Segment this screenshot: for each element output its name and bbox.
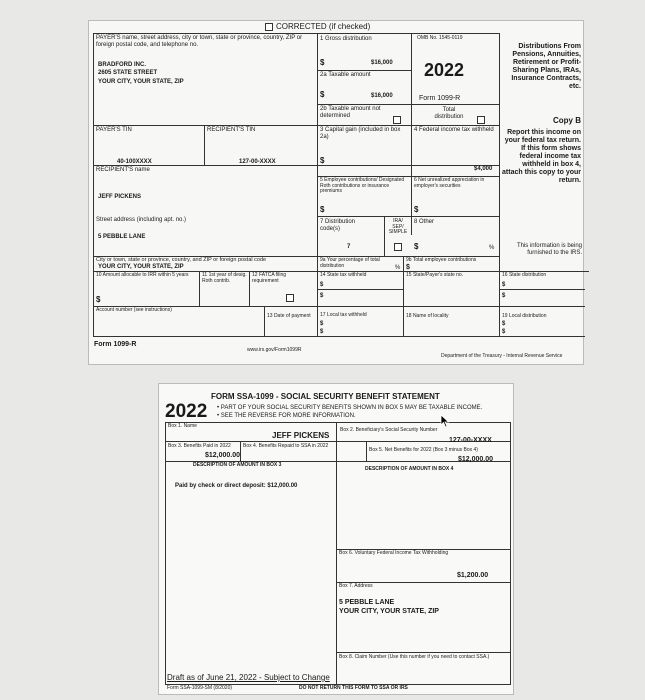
box12-label: 12 FATCA filing requirement xyxy=(252,272,287,284)
box9a-label: 9a Your percentage of total distribution xyxy=(320,257,380,269)
tax-year: 2022 xyxy=(424,60,465,80)
box10-label: 10 Amount allocable to IRR within 5 years xyxy=(96,272,189,278)
box2a-value: $16,000 xyxy=(371,93,393,99)
box15-label: 15 State/Payer's state no. xyxy=(406,272,464,278)
mouse-cursor-icon xyxy=(440,414,450,428)
box19-dollar-a: $ xyxy=(502,321,506,327)
ssa-box4-label: Box 4. Benefits Repaid to SSA in 2022 xyxy=(243,443,329,449)
box7-value: 7 xyxy=(347,244,351,250)
box3-dollar: $ xyxy=(320,156,325,165)
box17-dollar-a: $ xyxy=(320,321,324,327)
box7-ira-label: IRA/ SEP/ SIMPLE xyxy=(388,218,408,235)
footer-form: Form 1099-R xyxy=(94,341,137,348)
ssa-desc-box3: DESCRIPTION OF AMOUNT IN BOX 3 xyxy=(193,462,282,468)
ssa-year: 2022 xyxy=(165,401,208,422)
ssa-draft-note: Draft as of June 21, 2022 - Subject to Change xyxy=(167,673,330,682)
ssa-form-code: Form SSA-1099-SM (8/2020) xyxy=(167,685,233,691)
payer-city: YOUR CITY, YOUR STATE, ZIP xyxy=(98,79,184,85)
box2b-checkbox[interactable] xyxy=(393,116,401,124)
recipient-tin: 127-00-XXXX xyxy=(239,159,276,165)
payer-tin: 40-100XXXX xyxy=(117,159,152,165)
form-ssa1099 xyxy=(158,383,514,695)
box7-label: 7 Distribution code(s) xyxy=(320,219,356,232)
form-name: Form 1099-R xyxy=(419,95,461,102)
ssa-address-line2: YOUR CITY, YOUR STATE, ZIP xyxy=(339,608,439,615)
box3-label: 3 Capital gain (included in box 2a) xyxy=(320,127,401,140)
ssa-do-not-return: DO NOT RETURN THIS FORM TO SSA OR IRS xyxy=(299,685,408,691)
recipient-street: 5 PEBBLE LANE xyxy=(98,234,146,240)
box16-label: 16 State distribution xyxy=(502,272,547,278)
ssa-box8-label: Box 8. Claim Number (Use this number if you need to contact SSA.) xyxy=(339,654,490,660)
box4-label: 4 Federal income tax withheld xyxy=(414,127,494,133)
payer-info-label: PAYER'S name, street address, city or town, state or province, country, ZIP or foreign postal code, and telephone no. xyxy=(96,35,303,48)
box8-percent: % xyxy=(489,245,495,251)
box17-label: 17 Local tax withheld xyxy=(320,312,367,318)
ssa-box7-label: Box 7. Address xyxy=(339,583,373,589)
form-1099r xyxy=(88,20,584,365)
footer-dept: Department of the Treasury - Internal Revenue Service xyxy=(441,353,563,359)
ssa-box5-label: Box 5. Net Benefits for 2022 (Box 3 minus Box 4) xyxy=(369,447,478,453)
total-dist-checkbox[interactable] xyxy=(477,116,485,124)
ssa-title: FORM SSA-1099 - SOCIAL SECURITY BENEFIT STATEMENT xyxy=(211,392,440,401)
ssa-address-line1: 5 PEBBLE LANE xyxy=(339,599,395,606)
box9a-percent: % xyxy=(395,265,401,271)
ssa-box2-label: Box 2. Beneficiary's Social Security Number xyxy=(340,427,438,433)
box7-ira-checkbox[interactable] xyxy=(394,243,402,251)
street-label: Street address (including apt. no.) xyxy=(96,217,187,223)
payer-name: BRADFORD INC. xyxy=(98,62,146,68)
box1-label: 1 Gross distribution xyxy=(320,36,372,42)
box2b-label: 2b Taxable amount not determined xyxy=(320,106,381,119)
box14-dollar-a: $ xyxy=(320,282,324,288)
box13-label: 13 Date of payment xyxy=(267,313,311,319)
box14-dollar-b: $ xyxy=(320,293,324,299)
copy-b-title: Copy B xyxy=(553,116,581,125)
box12-checkbox[interactable] xyxy=(286,294,294,302)
box14-label: 14 State tax withheld xyxy=(320,272,367,278)
ssa-box5-value: $12,000.00 xyxy=(458,456,494,463)
payer-tin-label: PAYER'S TIN xyxy=(96,127,132,133)
city-label: City or town, state or province, country, and ZIP or foreign postal code xyxy=(96,257,267,263)
box9b-dollar: $ xyxy=(406,264,410,271)
ssa-bullet-2: • SEE THE REVERSE FOR MORE INFORMATION. xyxy=(217,413,356,419)
copy-b-text: Report this income on your federal tax return. If this form shows federal income tax withheld in box 4, attach this copy to your return. xyxy=(502,129,581,185)
recipient-name-label: RECIPIENT'S name xyxy=(96,167,150,173)
ssa-box1-value: JEFF PICKENS xyxy=(272,431,330,440)
box2a-label: 2a Taxable amount xyxy=(320,72,371,78)
corrected-label: CORRECTED (if checked) xyxy=(276,22,371,31)
box10-dollar: $ xyxy=(96,295,101,304)
box6-label: 6 Net unrealized appreciation in employer's securities xyxy=(414,177,485,189)
recipient-name: JEFF PICKENS xyxy=(98,194,142,200)
ssa-bullet-1: • PART OF YOUR SOCIAL SECURITY BENEFITS SHOWN IN BOX 5 MAY BE TAXABLE INCOME. xyxy=(217,405,483,411)
box19-label: 19 Local distribution xyxy=(502,313,547,319)
ssa-paid-by: Paid by check or direct deposit: $12,000.00 xyxy=(175,483,298,489)
footer-url: www.irs.gov/Form1099R xyxy=(247,347,302,353)
recipient-city: YOUR CITY, YOUR STATE, ZIP xyxy=(98,264,184,270)
box8-label: 8 Other xyxy=(414,219,435,225)
box1-value: $16,000 xyxy=(371,60,393,66)
box17-dollar-b: $ xyxy=(320,329,324,335)
box8-dollar: $ xyxy=(414,242,419,251)
ssa-box1-label: Box 1. Name xyxy=(168,423,197,429)
info-note: This information is being furnished to the IRS. xyxy=(516,243,582,256)
account-label: Account number (see instructions) xyxy=(96,307,172,313)
box5-label: 5 Employee contributions/ Designated Roth contributions or insurance premiums xyxy=(320,177,405,194)
box5-dollar: $ xyxy=(320,205,325,214)
box1-dollar: $ xyxy=(320,58,325,67)
box6-dollar: $ xyxy=(414,205,419,214)
ssa-box6-value: $1,200.00 xyxy=(457,572,489,579)
box19-dollar-b: $ xyxy=(502,329,506,335)
box18-label: 18 Name of locality xyxy=(406,313,449,319)
box2a-dollar: $ xyxy=(320,90,325,99)
ssa-box3-value: $12,000.00 xyxy=(205,452,241,459)
box16-dollar-b: $ xyxy=(502,293,506,299)
box9b-label: 9b Total employee contributions xyxy=(406,257,477,263)
payer-street: 2605 STATE STREET xyxy=(98,70,158,76)
corrected-checkbox[interactable] xyxy=(265,23,273,31)
ssa-box2-value: 127-00-XXXX xyxy=(449,437,492,444)
ssa-box3-label: Box 3. Benefits Paid in 2022 xyxy=(168,443,231,449)
side-title: Distributions From Pensions, Annuities, Retirement or Profit-Sharing Plans, IRAs, Insurance Contracts, etc. xyxy=(511,43,581,91)
box16-dollar-a: $ xyxy=(502,282,506,288)
box11-label: 11 1st year of desig. Roth contrib. xyxy=(202,272,247,284)
ssa-desc-box4: DESCRIPTION OF AMOUNT IN BOX 4 xyxy=(365,466,454,472)
omb-number: OMB No. 1545-0119 xyxy=(417,35,463,41)
ssa-box6-label: Box 6. Voluntary Federal Income Tax Withholding xyxy=(339,550,449,556)
total-dist-label: Total distribution xyxy=(434,107,464,120)
box4-value: $4,000 xyxy=(474,166,493,172)
recipient-tin-label: RECIPIENT'S TIN xyxy=(207,127,256,133)
